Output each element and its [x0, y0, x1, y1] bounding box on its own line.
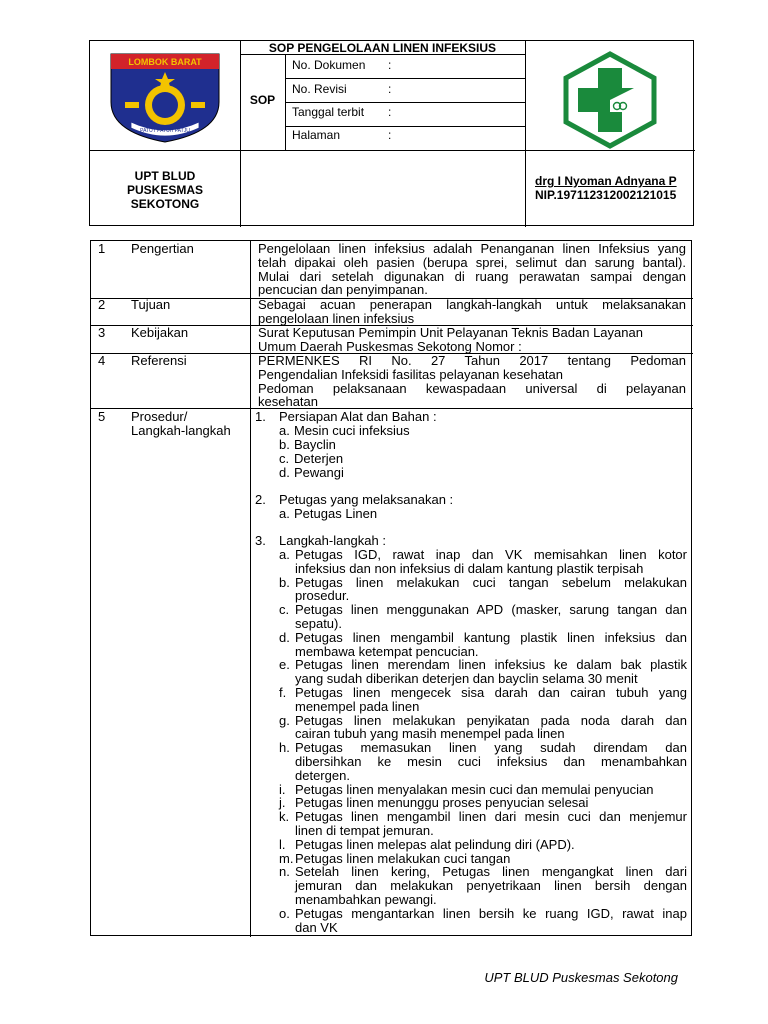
row-4-line: kesehatan — [258, 394, 318, 410]
row-5-number: 5 — [98, 409, 106, 424]
org-name — [90, 169, 240, 211]
step-text: Petugas IGD, rawat inap dan VK memisahkan linen kotor infeksius dan non infeksius di dalam kantung plastik terpisah — [295, 547, 687, 576]
logo-motto-text: PATUT PATUH PATJU — [140, 128, 190, 134]
row-3-line: Surat Keputusan Pemimpin Unit Pelayanan Teknis Badan Layanan — [258, 325, 643, 340]
step-letter: d. — [279, 629, 290, 645]
meta-label-no-dokumen: No. Dokumen — [292, 58, 366, 72]
step-text: Petugas linen menunggu proses penyucian selesai — [295, 795, 589, 811]
org-line-1: UPT BLUD — [134, 169, 196, 183]
row-1-line: telah dipakai oleh pasien (berupa sprei, selimut dan sarung bantal). — [258, 254, 686, 270]
step-text: Petugas memasukan linen yang sudah direndam dan dibersihkan ke mesin cuci infeksius dan menambahkan detergen. — [295, 740, 687, 783]
row-4-line: Pedoman pelaksanaan kewaspadaan universal di pelayanan — [258, 380, 686, 396]
signer-nip: NIP.197112312002121015 — [535, 188, 677, 202]
step-letter: e. — [279, 657, 290, 673]
row-4-line: PERMENKES RI No. 27 Tahun 2017 tentang Pedoman — [258, 353, 686, 368]
step-letter: f. — [279, 685, 287, 700]
row-3-line: Umum Daerah Puskesmas Sekotong Nomor : — [258, 338, 522, 354]
row-3-label: Kebijakan — [131, 325, 189, 340]
row-4-line: Pengendalian Infeksidi fasilitas pelayanan kesehatan — [258, 366, 563, 382]
row-1-line: Mulai dari setelah digunakan di ruang perawatan sampai dengan — [258, 268, 686, 284]
row-2-number: 2 — [98, 297, 106, 312]
org-line-2: PUSKESMAS — [126, 183, 203, 197]
row-2-line: Sebagai acuan penerapan langkah-langkah untuk melaksanakan — [258, 297, 686, 312]
step-letter: o. — [279, 905, 290, 921]
step-text: Petugas mengantarkan linen bersih ke ruang IGD, rawat inap dan VK — [295, 905, 687, 935]
page-footer: UPT BLUD Puskesmas Sekotong — [484, 970, 678, 985]
procedure-content: 1. Persiapan Alat dan Bahan : a. Mesin cuci infeksius b. Bayclin c. Deterjen d. Pewangi 2. Petugas yang melaksanakan : a. Petugas Linen 3. Langkah-langkah : a. Petugas IGD, rawat inap dan VK memisahkan linen kotor infeksius dan non infeksius di dalam kantung plastik terpisah b. Petugas linen melakukan cuci tangan sebelum melakukan prosedur. c. Petugas linen menggunakan APD (masker, sarung tangan dan sepatu). d. Petugas linen mengambil kantung plastik linen infeksius dan membawa ketempat pencucian. e. Petugas linen merendam linen infeksius ke dalam bak plastik yang sudah diberikan deterjen dan bayclin selama 30 menit f. Petugas linen mengecek sisa darah dan cairan tubuh yang menempel pada linen g. Petugas linen melakukan penyikatan pada noda darah dan cairan tubuh yang masih menempel pada linen h. Petugas memasukan linen yang sudah direndam dan dibersihkan ke mesin cuci infeksius dan menambahkan detergen. i. Petugas linen menyalakan mesin cuci dan memulai penyucian j. Petugas linen menunggu proses penyucian selesai k. Petugas linen mengambil linen dari mesin cuci dan menjemur linen di tempat jemuran. l. Petugas linen melepas alat pelindung diri (APD). m. Petugas linen melakukan cuci tangan n. Setelah linen kering, Petugas linen mengangkat linen dari jemuran dan melakukan penyetrikaan linen bersih dengan menambahkan pewangi. o. Petugas mengantarkan linen bersih ke ruang IGD, rawat inap dan VK — [255, 409, 687, 935]
step-letter: i. — [279, 781, 286, 797]
step-text: Petugas linen melakukan cuci tangan — [295, 850, 511, 866]
step-text: Petugas linen mengecek sisa darah dan cairan tubuh yang menempel pada linen — [295, 685, 687, 714]
meta-sep-no-revisi: : — [388, 82, 392, 96]
row-1-label: Pengertian — [131, 241, 194, 256]
sop-header — [89, 40, 694, 226]
step-letter: a. — [279, 547, 290, 562]
step-text: Petugas linen mengambil linen dari mesin cuci dan menjemur linen di tempat jemuran. — [295, 809, 687, 838]
step-text: Petugas linen menyalakan mesin cuci dan memulai penyucian — [295, 781, 654, 797]
row-1-line: Pengelolaan linen infeksius adalah Penanganan linen Infeksius yang — [258, 241, 686, 256]
step-letter: m. — [279, 850, 294, 866]
section-2-title: Petugas yang melaksanakan : — [279, 492, 454, 507]
step-text: Petugas linen melakukan cuci tangan sebelum melakukan prosedur. — [295, 574, 687, 604]
meta-label-halaman: Halaman — [292, 128, 341, 142]
step-letter: b. — [279, 574, 290, 590]
sop-content-table — [90, 240, 692, 936]
section-2-number: 2. — [255, 492, 266, 507]
section-3-number: 3. — [255, 533, 266, 548]
meta-label-tanggal-terbit: Tanggal terbit — [292, 105, 365, 119]
org-line-3: SEKOTONG — [130, 197, 200, 211]
meta-sep-no-dokumen: : — [388, 58, 392, 72]
section-1-title: Persiapan Alat dan Bahan : — [279, 409, 437, 424]
step-text: Petugas linen melakukan penyikatan pada noda darah dan cairan tubuh yang masih menempel pada linen — [295, 712, 687, 742]
step-text: Setelah linen kering, Petugas linen mengangkat linen dari jemuran dan melakukan penyetrikaan linen bersih dengan menambahkan pewangi. — [295, 864, 687, 907]
meta-sep-halaman: : — [388, 128, 392, 142]
step-text: Petugas linen mengambil kantung plastik linen infeksius dan membawa ketempat pencucian. — [295, 629, 687, 659]
row-2-label: Tujuan — [131, 297, 171, 312]
step-letter: l. — [279, 836, 286, 852]
step-text: Petugas linen merendam linen infeksius ke dalam bak plastik yang sudah diberikan deterjen dan bayclin selama 30 menit — [295, 657, 687, 687]
row-3-number: 3 — [98, 325, 106, 340]
signer-name: drg I Nyoman Adnyana P — [535, 174, 677, 188]
step-letter: g. — [279, 712, 290, 728]
row-5-label — [131, 410, 231, 438]
step-text: Petugas linen menggunakan APD (masker, sarung tangan dan sepatu). — [295, 602, 687, 631]
meta-label-no-revisi: No. Revisi — [292, 82, 347, 96]
row-4-number: 4 — [98, 353, 106, 368]
row-2-content — [258, 298, 686, 326]
sop-label: SOP — [249, 93, 276, 107]
meta-sep-tanggal-terbit: : — [388, 105, 392, 119]
row-1-content — [258, 242, 686, 297]
step-letter: c. — [279, 602, 290, 618]
step-letter: n. — [279, 864, 290, 880]
section-3-title: Langkah-langkah : — [279, 533, 386, 548]
row-4-content — [258, 354, 686, 409]
row-3-content — [258, 326, 686, 354]
row-1-number: 1 — [98, 241, 106, 256]
row-5-label-line-1: Prosedur/ — [131, 409, 188, 424]
row-5-label-line-2: Langkah-langkah — [131, 422, 231, 438]
row-1-line: pencucian dan penyimpanan. — [258, 282, 428, 298]
step-letter: h. — [279, 740, 290, 756]
lombok-barat-logo — [105, 50, 225, 145]
sop-title: SOP PENGELOLAAN LINEN INFEKSIUS — [268, 41, 497, 55]
row-2-line: pengelolaan linen infeksius — [258, 310, 415, 326]
section-1-number: 1. — [255, 409, 266, 424]
step-letter: k. — [279, 809, 290, 825]
puskesmas-logo — [560, 50, 660, 150]
logo-banner-text: LOMBOK BARAT — [128, 57, 202, 67]
step-text: Petugas linen melepas alat pelindung diri (APD). — [295, 836, 575, 852]
step-letter: j. — [279, 795, 286, 811]
row-4-label: Referensi — [131, 353, 187, 368]
